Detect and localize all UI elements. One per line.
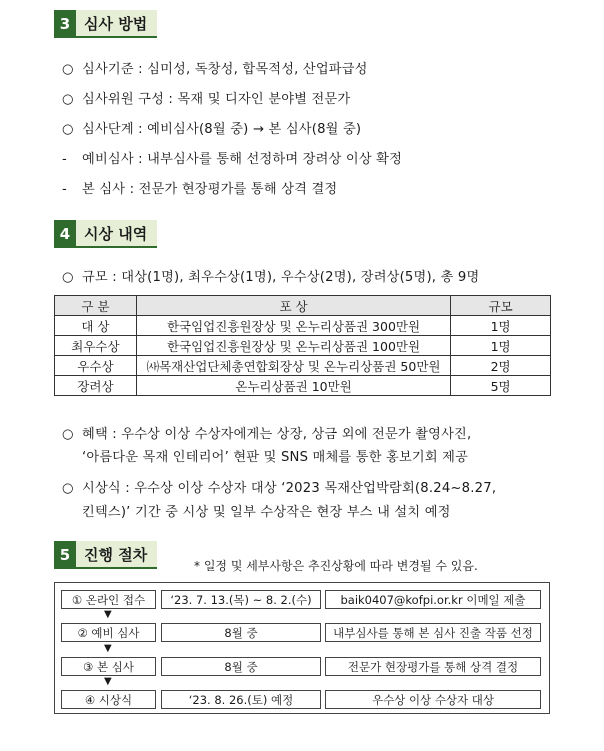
award-category: 대 상 xyxy=(55,316,137,336)
benefits-line xyxy=(62,423,471,442)
process-box xyxy=(54,582,550,714)
dash-bullet: - xyxy=(62,152,67,167)
section-title: 진행 절차 xyxy=(76,541,157,569)
main-review xyxy=(62,178,337,197)
line-text: 규모 : 대상(1명), 최우수상(1명), 우수상(2명), 장려상(5명), 총 9명 xyxy=(82,270,480,285)
process-desc: 우수상 이상 수상자 대상 xyxy=(325,690,541,709)
line-text: 본 심사 : 전문가 현장평가를 통해 상격 결정 xyxy=(82,182,338,197)
review-criteria xyxy=(62,58,368,77)
line-text: 예비심사 : 내부심사를 통해 선정하며 장려상 이상 확정 xyxy=(82,152,403,167)
benefits-line-cont xyxy=(82,446,468,465)
award-count: 1명 xyxy=(451,316,551,336)
section-title: 심사 방법 xyxy=(76,10,157,38)
preliminary-review xyxy=(62,148,402,167)
ceremony-line-cont xyxy=(82,501,451,520)
table-row xyxy=(55,376,551,396)
section-number: 5 xyxy=(54,541,76,569)
bullet: ○ xyxy=(62,92,74,107)
award-prize: 한국임업진흥원장상 및 온누리상품권 300만원 xyxy=(136,316,450,336)
award-category: 장려상 xyxy=(55,376,137,396)
line-text: 혜택 : 우수상 이상 수상자에게는 상장, 상금 외에 전문가 촬영사진, xyxy=(82,427,472,442)
award-prize: 온누리상품권 10만원 xyxy=(136,376,450,396)
line-text: 킨텍스)’ 기간 중 시상 및 일부 수상작은 현장 부스 내 설치 예정 xyxy=(82,505,451,520)
process-desc: baik0407@kofpi.or.kr 이메일 제출 xyxy=(325,590,541,609)
section-number: 4 xyxy=(54,220,76,248)
process-date: 8월 중 xyxy=(161,623,321,642)
line-text: 심사단계 : 예비심사(8월 중) → 본 심사(8월 중) xyxy=(82,122,362,137)
section-5-header xyxy=(54,541,157,569)
bullet: ○ xyxy=(62,427,74,442)
award-category: 최우수상 xyxy=(55,336,137,356)
schedule-note: * 일정 및 세부사항은 추진상황에 따라 변경될 수 있음. xyxy=(194,559,478,573)
section-number: 3 xyxy=(54,10,76,38)
section-3-header xyxy=(54,10,157,38)
prize-table xyxy=(54,295,551,396)
column-header: 구 분 xyxy=(55,296,137,316)
column-header: 규모 xyxy=(451,296,551,316)
process-date: ‘23. 7. 13.(목) ~ 8. 2.(수) xyxy=(161,590,321,609)
column-header: 포 상 xyxy=(136,296,450,316)
award-count: 1명 xyxy=(451,336,551,356)
process-desc: 전문가 현장평가를 통해 상격 결정 xyxy=(325,657,541,676)
table-header-row xyxy=(55,296,551,316)
bullet: ○ xyxy=(62,62,74,77)
process-step: ② 예비 심사 xyxy=(61,623,156,642)
section-title: 시상 내역 xyxy=(76,220,157,248)
down-arrow-icon: ▼ xyxy=(104,609,112,620)
process-step: ① 온라인 접수 xyxy=(61,590,156,609)
review-committee xyxy=(62,88,350,107)
section-4-header xyxy=(54,220,157,248)
table-row xyxy=(55,336,551,356)
down-arrow-icon: ▼ xyxy=(104,676,112,687)
table-row xyxy=(55,316,551,336)
ceremony-line xyxy=(62,477,496,496)
bullet: ○ xyxy=(62,481,74,496)
line-text: 심사위원 구성 : 목재 및 디자인 분야별 전문가 xyxy=(82,92,351,107)
award-prize: ㈔목재산업단체총연합회장상 및 온누리상품권 50만원 xyxy=(136,356,450,376)
award-category: 우수상 xyxy=(55,356,137,376)
award-scale xyxy=(62,266,479,285)
line-text: 심사기준 : 심미성, 독창성, 합목적성, 산업파급성 xyxy=(82,62,368,77)
line-text: ‘아름다운 목재 인테리어’ 현판 및 SNS 매체를 통한 홍보기회 제공 xyxy=(82,450,469,465)
line-text: 시상식 : 우수상 이상 수상자 대상 ‘2023 목재산업박람회(8.24~8.27, xyxy=(82,481,497,496)
process-date: 8월 중 xyxy=(161,657,321,676)
dash-bullet: - xyxy=(62,182,67,197)
review-stages xyxy=(62,118,361,137)
process-step: ③ 본 심사 xyxy=(61,657,156,676)
down-arrow-icon: ▼ xyxy=(104,643,112,654)
process-step: ④ 시상식 xyxy=(61,690,156,709)
bullet: ○ xyxy=(62,270,74,285)
award-count: 5명 xyxy=(451,376,551,396)
process-date: ‘23. 8. 26.(토) 예정 xyxy=(161,690,321,709)
process-desc: 내부심사를 통해 본 심사 진출 작품 선정 xyxy=(325,623,541,642)
table-row xyxy=(55,356,551,376)
award-prize: 한국임업진흥원장상 및 온누리상품권 100만원 xyxy=(136,336,450,356)
award-count: 2명 xyxy=(451,356,551,376)
bullet: ○ xyxy=(62,122,74,137)
